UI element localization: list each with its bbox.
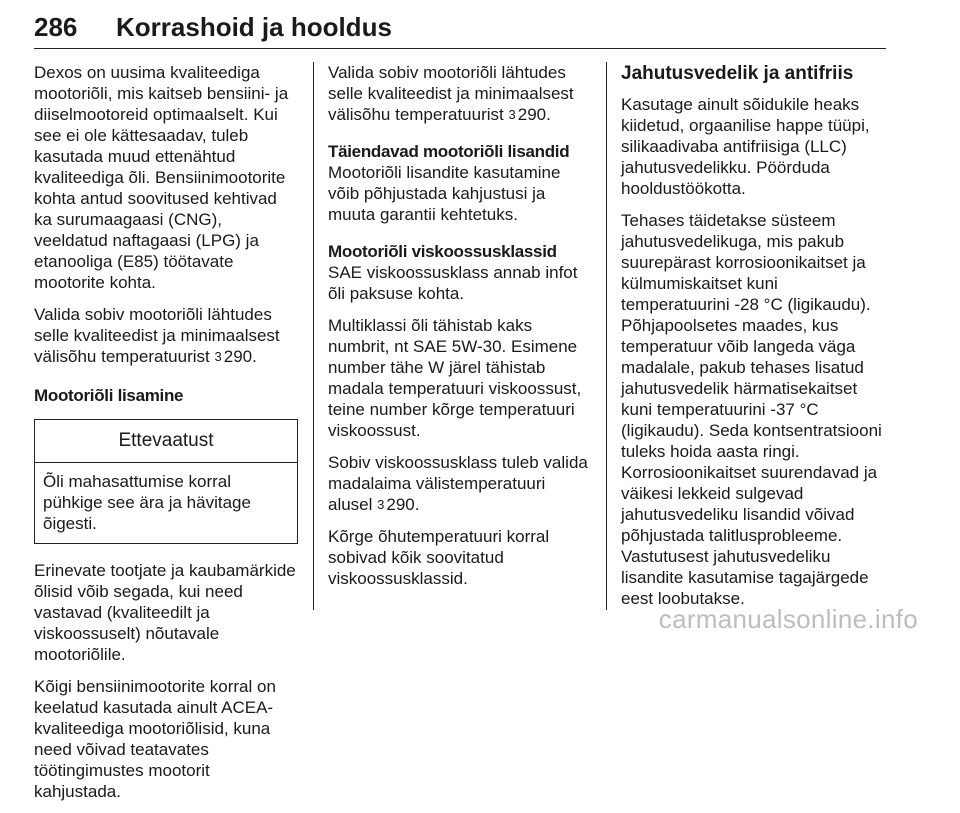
reference-arrow-icon: 3 (214, 349, 222, 364)
section-heading: Mootoriõli viskoossusklassid (328, 242, 557, 261)
section-heading: Jahutusvedelik ja antifriis (621, 63, 854, 84)
paragraph: Kõigi bensiinimootorite korral on keelatud kasutada ainult ACEA-kvaliteediga mootoriõlisid, kuna need võivad teatavates töötingimustes mootorit kahjustada. (34, 677, 276, 801)
page-header (34, 8, 886, 46)
page-reference[interactable]: 290. (386, 495, 420, 514)
column-middle (328, 62, 592, 600)
caution-title: Ettevaatust (35, 420, 297, 463)
paragraph: Kõrge õhutemperatuuri korral sobivad kõik soovitatud viskoossusklassid. (328, 527, 550, 588)
paragraph: Dexos on uusima kvaliteediga mootoriõli, mis kaitseb bensiini- ja diiselmootoreid optimaalselt. Kui see ei ole kättesaadav, tuleb kasutada muud ettenähtud kvaliteediga õli. Bensiinimootorite kohta antud soovitused kehtivad ka surumaagaasi (CNG), veeldatud naftagaasi (LPG) ja etanooliga (E85) töötavate mootorite kohta. (34, 63, 289, 292)
paragraph: Tehases täidetakse süsteem jahutusvedelikuga, mis pakub suurepärast korrosioonikaitset ja külmumiskaitset kuni temperatuurini -28 °C (ligikaudu). Põhjapoolsetes maades, kus temperatuur võib langeda väga madalale, pakub tehases lisatud jahutusvedelik härmatisekaitset kuni temperatuurini -37 °C (ligikaudu). Seda kontsentratsiooni tuleks hoida aasta ringi. Korrosioonikaitset suurendavad ja väikesi lekkeid sulgevad jahutusvedeliku lisandid võivad põhjustada talitlusprobleeme. Vastutusest jahutusvedeliku lisandite kasutamise tagajärgede eest loobutakse. (621, 211, 882, 608)
caution-box (34, 419, 298, 544)
column-left (34, 62, 298, 813)
page-number: 286 (34, 12, 78, 42)
column-right (621, 62, 889, 620)
column-divider (313, 62, 314, 610)
paragraph-text: Sobiv viskoossusklass tuleb valida madalaima välistemperatuuri alusel (328, 453, 588, 514)
section-heading: Täiendavad mootoriõli lisandid (328, 142, 570, 161)
paragraph: Mootoriõli lisandite kasutamine võib põhjustada kahjustusi ja muuta garantii kehtetuks. (328, 163, 561, 224)
page-reference[interactable]: 290. (223, 347, 257, 366)
page-title: Korrashoid ja hooldus (116, 12, 392, 42)
paragraph (328, 62, 592, 125)
paragraph: Multiklassi õli tähistab kaks numbrit, nt SAE 5W-30. Esimene number tähe W järel tähistab madala temperatuuri viskoossust, teine number kõrge temperatuuri viskoossust. (328, 316, 582, 440)
paragraph (328, 452, 592, 515)
column-divider (606, 62, 607, 610)
paragraph: Erinevate tootjate ja kaubamärkide õlisid võib segada, kui need vastavad (kvaliteedilt ja viskoossuselt) nõutavale mootoriõlile. (34, 561, 296, 664)
paragraph: Kasutage ainult sõidukile heaks kiidetud, orgaanilise happe tüüpi, silikaadivaba antifriisiga (LLC) jahutusvedelikku. Pöörduda hooldustöökotta. (621, 95, 870, 198)
page-reference[interactable]: 290. (517, 105, 551, 124)
header-rule (34, 48, 886, 49)
watermark: carmanualsonline.info (658, 604, 918, 634)
reference-arrow-icon: 3 (377, 497, 385, 512)
section-heading: Mootoriõli lisamine (34, 386, 184, 405)
paragraph (34, 304, 298, 367)
paragraph-text: Valida sobiv mootoriõli lähtudes selle kvaliteedist ja minimaalsest välisõhu temperatuurist (34, 305, 280, 366)
caution-text: Õli mahasattumise korral pühkige see ära ja hävitage õigesti. (43, 472, 251, 533)
paragraph: SAE viskoossusklass annab infot õli paksuse kohta. (328, 263, 578, 303)
paragraph-text: Valida sobiv mootoriõli lähtudes selle kvaliteedist ja minimaalsest välisõhu temperatuurist (328, 63, 574, 124)
reference-arrow-icon: 3 (508, 107, 516, 122)
